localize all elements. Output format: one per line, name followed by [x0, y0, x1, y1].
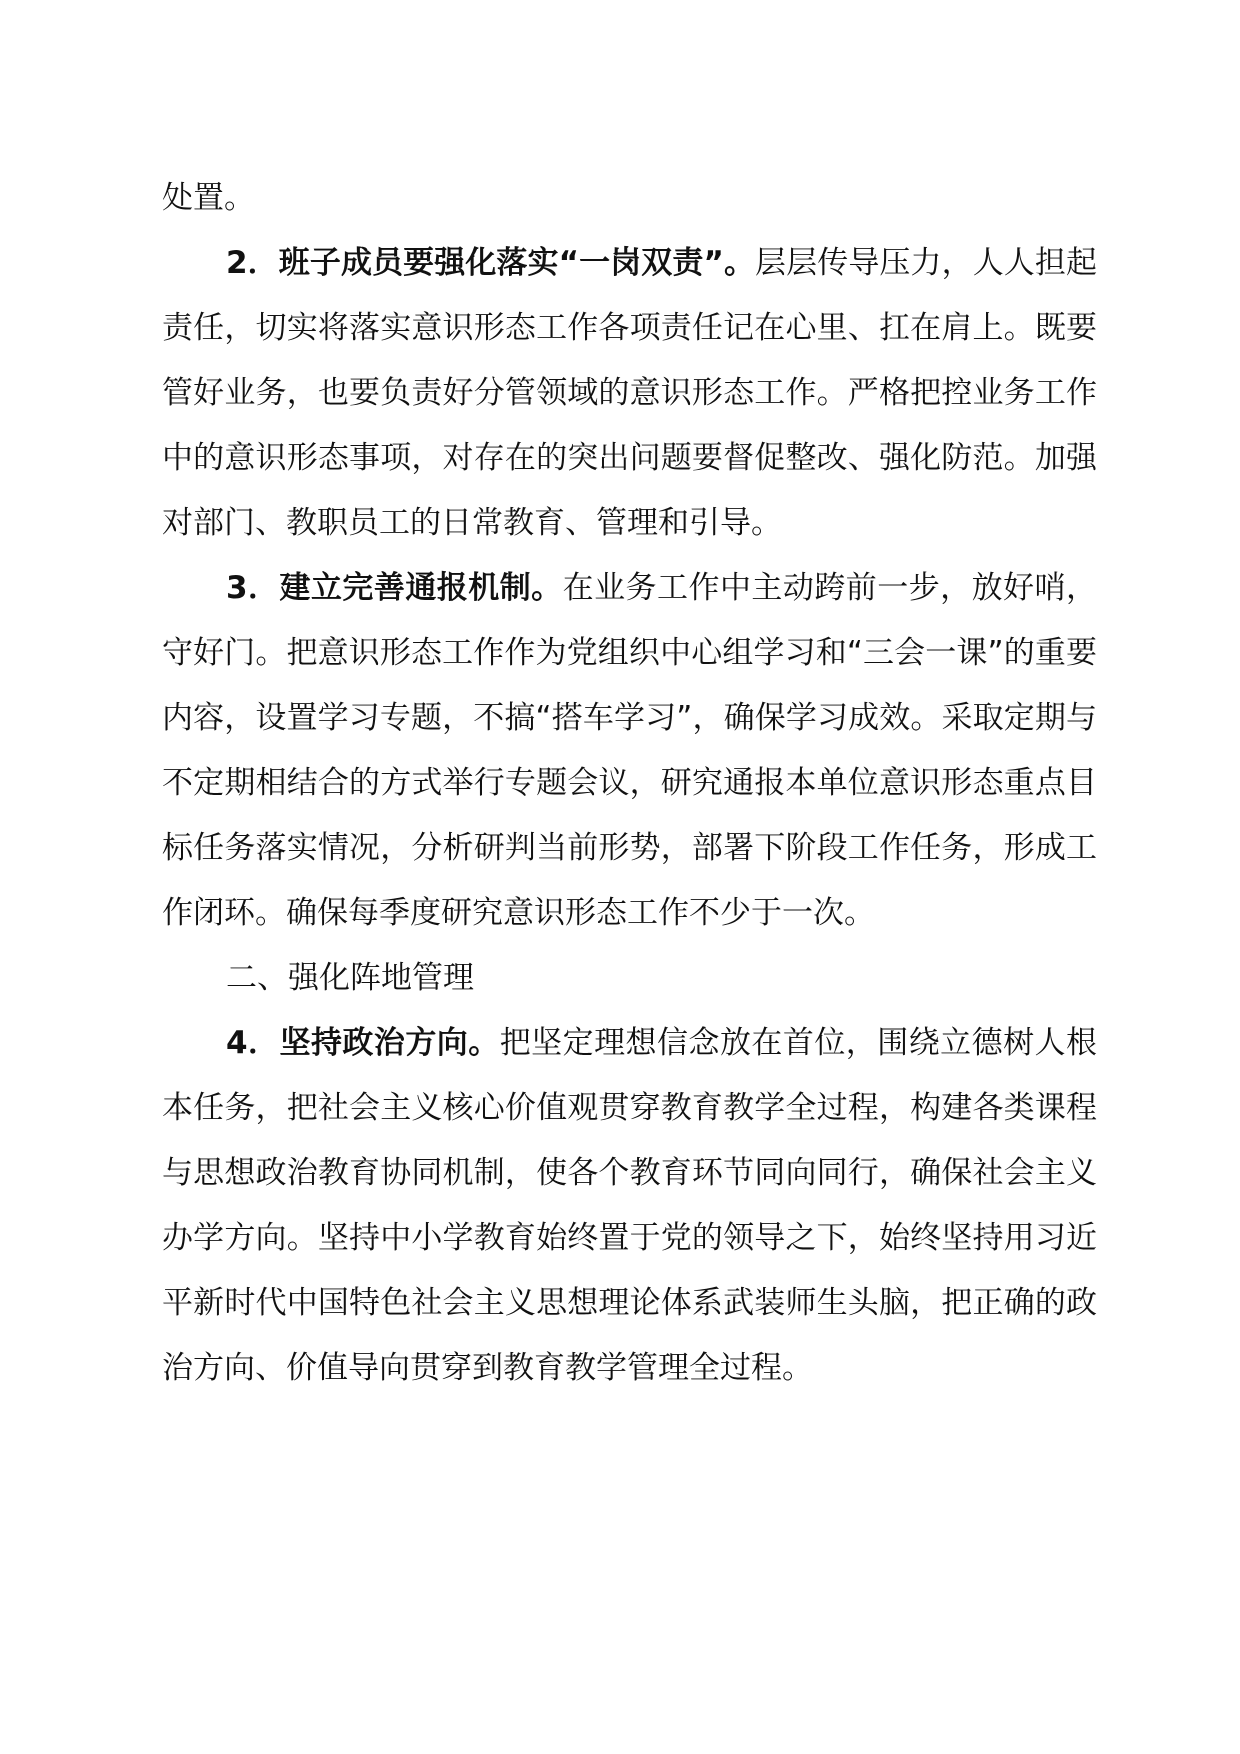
document-page: [162, 166, 1097, 1401]
paragraph-body: 把坚定理想信念放在首位，围绕立德树人根本任务，把社会主义核心价值观贯穿教育教学全过程，构建各类课程与思想政治教育协同机制，使各个教育环节同向同行，确保社会主义办学方向。坚持中小学教育始终置于党的领导之下，始终坚持用习近平新时代中国特色社会主义思想理论体系武装师生头脑，把正确的政治方向、价值导向贯穿到教育教学管理全过程。: [162, 1025, 1097, 1386]
paragraph-item-2: [162, 231, 1097, 556]
section-heading: 二、强化阵地管理: [226, 960, 474, 996]
paragraph-body: 在业务工作中主动跨前一步，放好哨，守好门。把意识形态工作作为党组织中心组学习和“三会一课”的重要内容，设置学习专题，不搞“搭车学习”，确保学习成效。采取定期与不定期相结合的方式举行专题会议，研究通报本单位意识形态重点目标任务落实情况，分析研判当前形势，部署下阶段工作任务，形成工作闭环。确保每季度研究意识形态工作不少于一次。: [162, 570, 1097, 931]
paragraph-heading: 3．建立完善通报机制。: [226, 570, 563, 606]
paragraph-body: 层层传导压力，人人担起责任，切实将落实意识形态工作各项责任记在心里、扛在肩上。既要管好业务，也要负责好分管领域的意识形态工作。严格把控业务工作中的意识形态事项，对存在的突出问题要督促整改、强化防范。加强对部门、教职员工的日常教育、管理和引导。: [162, 245, 1098, 541]
paragraph-body: 处置。: [162, 180, 255, 216]
paragraph-heading: 2．班子成员要强化落实“一岗双责”。: [226, 245, 756, 281]
paragraph-heading: 4．坚持政治方向。: [226, 1025, 500, 1061]
paragraph-item-4: [162, 1011, 1097, 1401]
paragraph-continuation: [162, 166, 1097, 231]
paragraph-item-3: [162, 556, 1097, 946]
